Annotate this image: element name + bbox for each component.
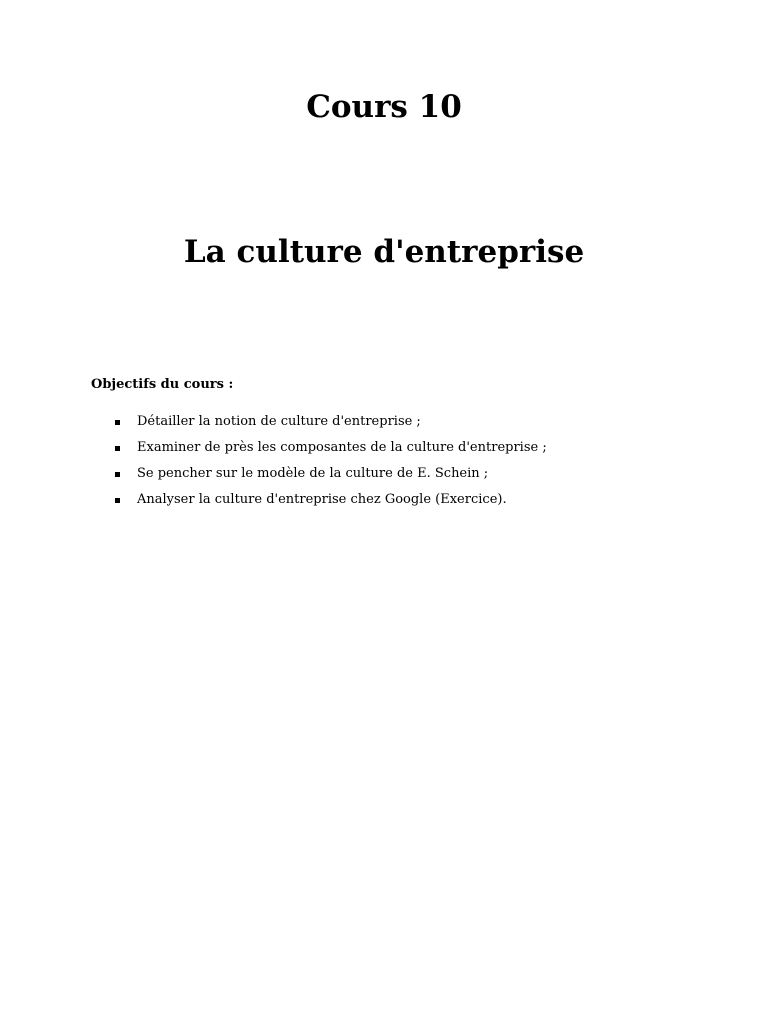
objective-item-text: Examiner de près les composantes de la culture d'entreprise ;: [137, 440, 547, 455]
square-bullet-icon: [115, 446, 120, 451]
square-bullet-icon: [115, 420, 120, 425]
square-bullet-icon: [115, 498, 120, 503]
objectives-heading: Objectifs du cours :: [91, 377, 234, 392]
objective-item-text: Se pencher sur le modèle de la culture de E. Schein ;: [137, 466, 489, 481]
objective-item: [113, 465, 547, 491]
course-number-heading: Cours 10: [306, 89, 462, 125]
objective-item: [113, 491, 547, 517]
objective-item-text: Analyser la culture d'entreprise chez Google (Exercice).: [137, 492, 507, 507]
objective-item: [113, 439, 547, 465]
course-title-heading: La culture d'entreprise: [183, 234, 585, 270]
square-bullet-icon: [115, 472, 120, 477]
objective-item-text: Détailler la notion de culture d'entreprise ;: [137, 414, 421, 429]
objectives-list: [113, 413, 547, 517]
objective-item: [113, 413, 547, 439]
